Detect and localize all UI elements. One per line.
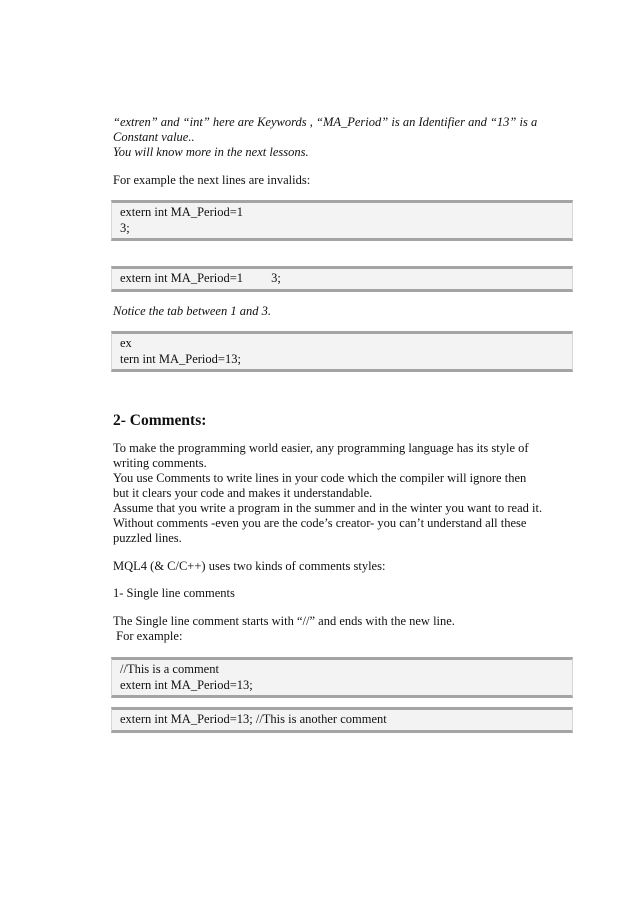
code-block-5 <box>111 707 573 733</box>
section-heading-comments: 2- Comments: <box>113 412 207 429</box>
code-line: //This is a comment <box>120 662 219 676</box>
intro-line-3: You will know more in the next lessons. <box>113 145 309 159</box>
code-line: 3; <box>120 220 130 235</box>
intro-line-2: Constant value.. <box>113 130 195 144</box>
code-block-1 <box>111 200 573 241</box>
code-line: extern int MA_Period=1 3; <box>120 271 281 285</box>
paragraph-line: writing comments. <box>113 456 207 470</box>
code-block-2 <box>111 266 573 292</box>
invalid-intro-text: For example the next lines are invalids: <box>113 173 311 187</box>
code-line: ex <box>120 336 132 350</box>
tab-note: Notice the tab between 1 and 3. <box>113 304 271 318</box>
paragraph-line: You use Comments to write lines in your code which the compiler will ignore then <box>113 471 527 485</box>
paragraph-line: puzzled lines. <box>113 531 182 545</box>
code-line: tern int MA_Period=13; <box>120 351 241 366</box>
intro-line-1: “extren” and “int” here are Keywords , “MA_Period” is an Identifier and “13” is a <box>113 115 538 129</box>
paragraph-line: To make the programming world easier, any programming language has its style of <box>113 441 529 455</box>
code-block-3 <box>111 331 573 372</box>
single-line-description: The Single line comment starts with “//” and ends with the new line. <box>113 614 455 628</box>
paragraph-line: Assume that you write a program in the summer and in the winter you want to read it. <box>113 501 543 515</box>
paragraph-line: but it clears your code and makes it understandable. <box>113 486 373 500</box>
code-line: extern int MA_Period=13; //This is another comment <box>120 712 387 726</box>
list-item-single-line: 1- Single line comments <box>113 586 235 600</box>
code-line: extern int MA_Period=1 <box>120 205 244 219</box>
code-line: extern int MA_Period=13; <box>120 677 253 692</box>
code-block-4 <box>111 657 573 698</box>
styles-intro: MQL4 (& C/C++) uses two kinds of comments styles: <box>113 559 386 573</box>
for-example-label: For example: <box>113 629 183 643</box>
paragraph-line: Without comments -even you are the code’s creator- you can’t understand all these <box>113 516 527 530</box>
